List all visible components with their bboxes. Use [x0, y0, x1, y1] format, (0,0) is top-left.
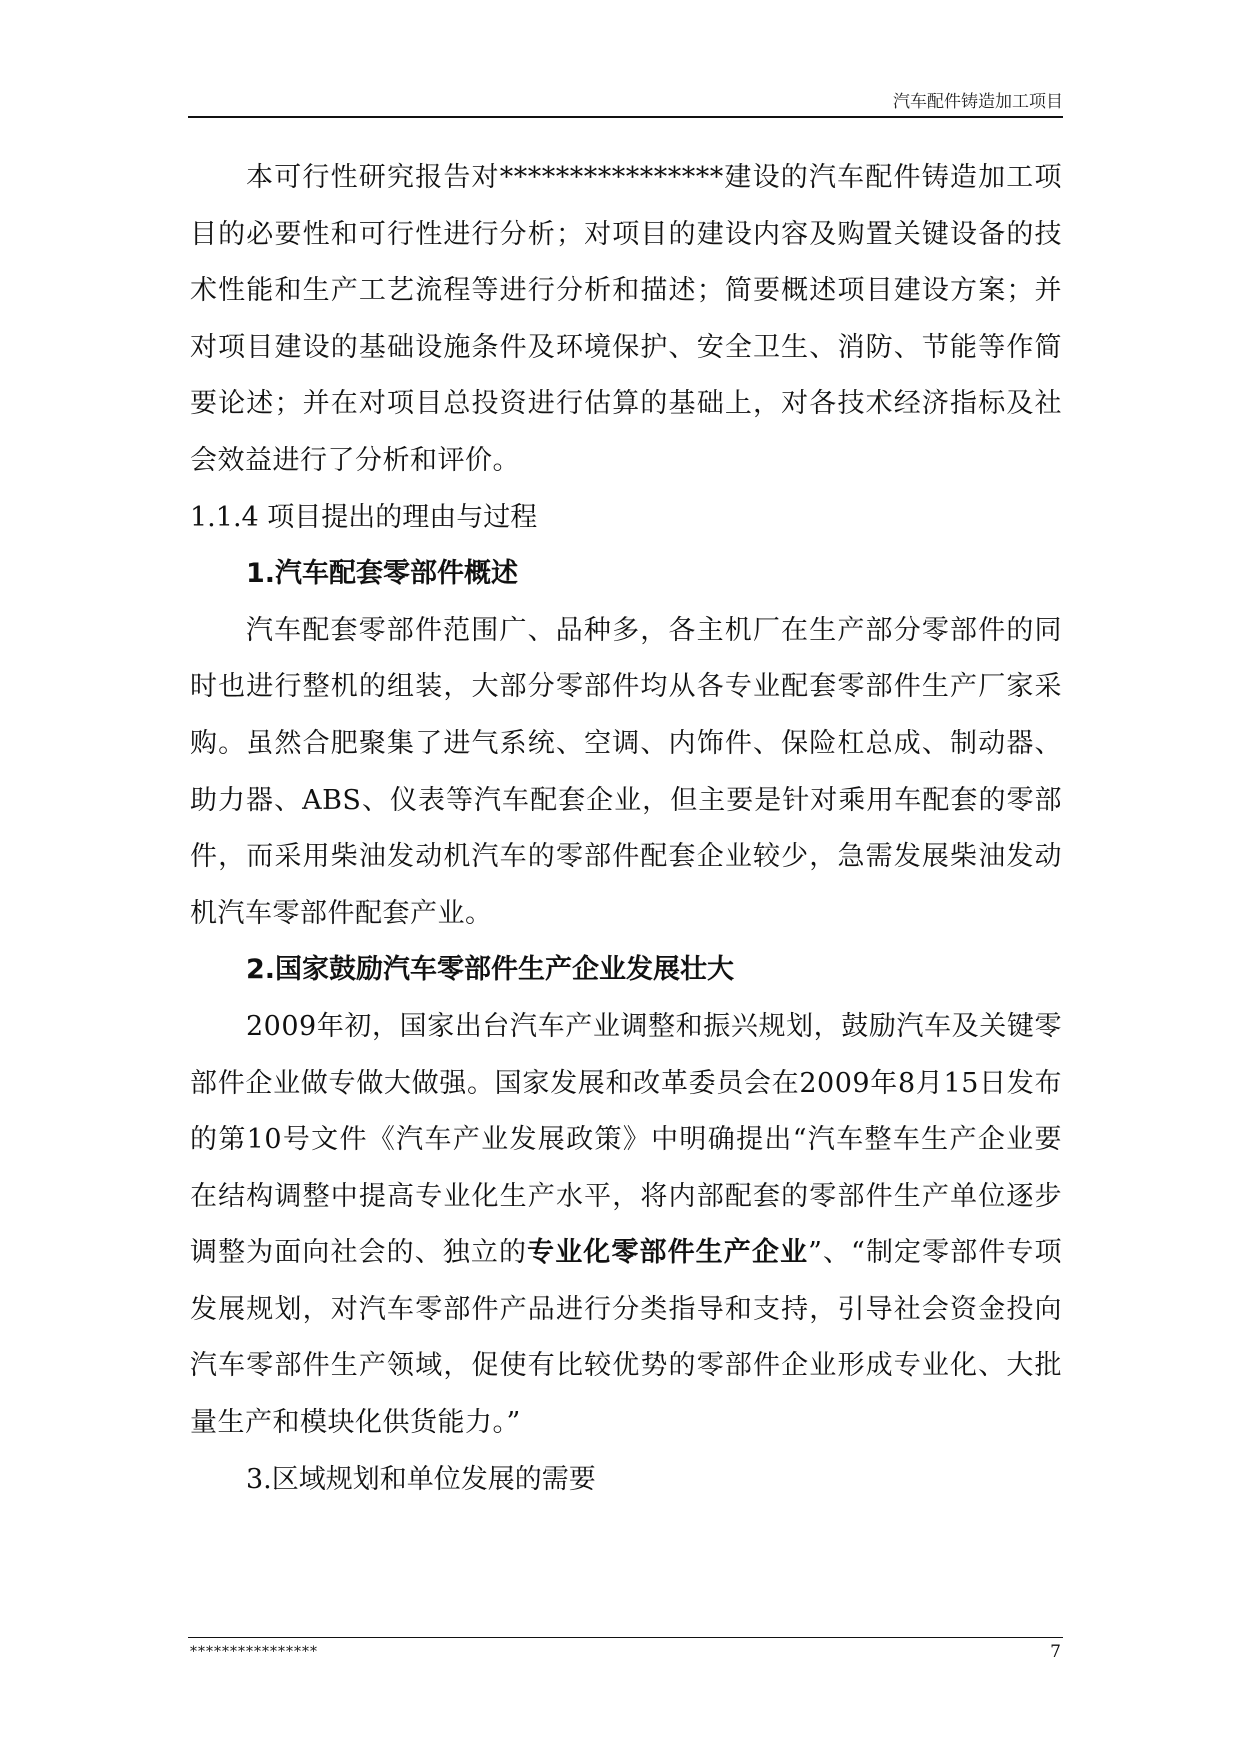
- subsection-2-text-a: 2009年初，国家出台汽车产业调整和振兴规划，鼓励汽车及关键零部件企业做专做大做强。国家发展和改革委员会在2009年8月15日发布的第10号文件《汽车产业发展政策》中明确提出“汽车整车生产企业要在结构调整中提高专业化生产水平，将内部配套的零部件生产单位逐步调整为面向社会的、独立的: [190, 1010, 1062, 1269]
- running-header: 汽车配件铸造加工项目: [893, 92, 1063, 112]
- header-rule: [188, 116, 1063, 118]
- subsection-2-heading: 2.国家鼓励汽车零部件生产企业发展壮大: [246, 954, 735, 986]
- page-number: 7: [1050, 1642, 1061, 1662]
- page-body: [190, 150, 1062, 1508]
- intro-paragraph: 本可行性研究报告对****************建设的汽车配件铸造加工项目的必要性和可行性进行分析；对项目的建设内容及购置关键设备的技术性能和生产工艺流程等进行分析和描述；简要概述项目建设方案；并对项目建设的基础设施条件及环境保护、安全卫生、消防、节能等作简要论述；并在对项目总投资进行估算的基础上，对各技术经济指标及社会效益进行了分析和评价。: [190, 162, 1062, 476]
- section-heading: 1.1.4 项目提出的理由与过程: [190, 501, 538, 533]
- subsection-1-paragraph: 汽车配套零部件范围广、品种多，各主机厂在生产部分零部件的同时也进行整机的组装，大部分零部件均从各专业配套零部件生产厂家采购。虽然合肥聚集了进气系统、空调、内饰件、保险杠总成、制动器、助力器、ABS、仪表等汽车配套企业，但主要是针对乘用车配套的零部件，而采用柴油发动机汽车的零部件配套企业较少，急需发展柴油发动机汽车零部件配套产业。: [190, 614, 1062, 929]
- subsection-2-bold-phrase: 专业化零部件生产企业: [527, 1237, 809, 1269]
- subsection-2-paragraph: [190, 999, 1062, 1452]
- subsection-2-text-b: ”、“制定零部件专项发展规划，对汽车零部件产品进行分类指导和支持，引导社会资金投向汽车零部件生产领域，促使有比较优势的零部件企业形成专业化、大批量生产和模块化供货能力。”: [190, 1237, 1063, 1439]
- subsection-3-heading: 3.区域规划和单位发展的需要: [246, 1463, 596, 1495]
- footer-organization: ****************: [190, 1644, 318, 1660]
- footer-rule: [188, 1637, 1063, 1638]
- subsection-1-heading: 1.汽车配套零部件概述: [246, 558, 519, 590]
